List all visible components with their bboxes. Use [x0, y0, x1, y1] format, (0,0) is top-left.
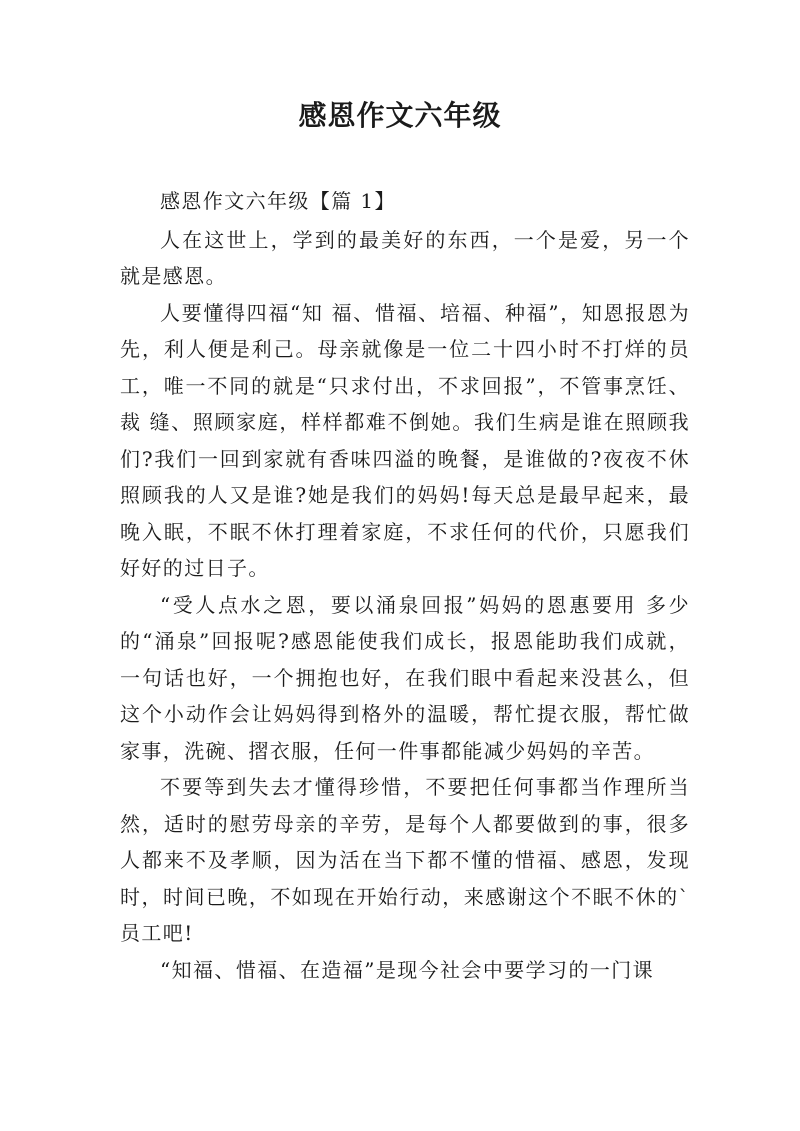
- paragraph-3: “受人点水之恩，要以涌泉回报”妈妈的恩惠要用 多少的“涌泉”回报呢?感恩能使我们成长，报恩能助我们成就，一句话也好，一个拥抱也好，在我们眼中看起来没甚么，但这个小动作会让妈妈得到格外的温暖，帮忙提衣服，帮忙做家事，洗碗、摺衣服，任何一件事都能减少妈妈的辛苦。: [120, 592, 690, 763]
- paragraph-2: 人要懂得四福“知 福、惜福、培福、种福”，知恩报恩为先，利人便是利己。母亲就像是一位二十四小时不打烊的员工，唯一不同的就是“只求付出，不求回报”，不管事烹饪、裁 缝、照顾家庭，样样都难不倒她。我们生病是谁在照顾我们?我们一回到家就有香味四溢的晚餐，是谁做的?夜夜不休照顾我的人又是谁?她是我们的妈妈!每天总是最早起来，最晚入眠，不眠不休打理着家庭，不求任何的代价，只愿我们好好的过日子。: [120, 300, 690, 580]
- document-body: [120, 183, 690, 988]
- section-heading: 感恩作文六年级【篇 1】: [160, 189, 396, 213]
- document-title: 感恩作文六年级: [298, 99, 502, 132]
- paragraph-4: 不要等到失去才懂得珍惜，不要把任何事都当作理所当然，适时的慰劳母亲的辛劳，是每个人都要做到的事，很多人都来不及孝顺，因为活在当下都不懂的惜福、感恩，发现时，时间已晚，不如现在开始行动，来感谢这个不眠不休的`员工吧!: [120, 775, 690, 945]
- paragraph-1: 人在这世上，学到的最美好的东西，一个是爱，另一个就是感恩。: [120, 227, 690, 288]
- paragraph-5: “知福、惜福、在造福”是现今社会中要学习的一门课: [160, 957, 655, 982]
